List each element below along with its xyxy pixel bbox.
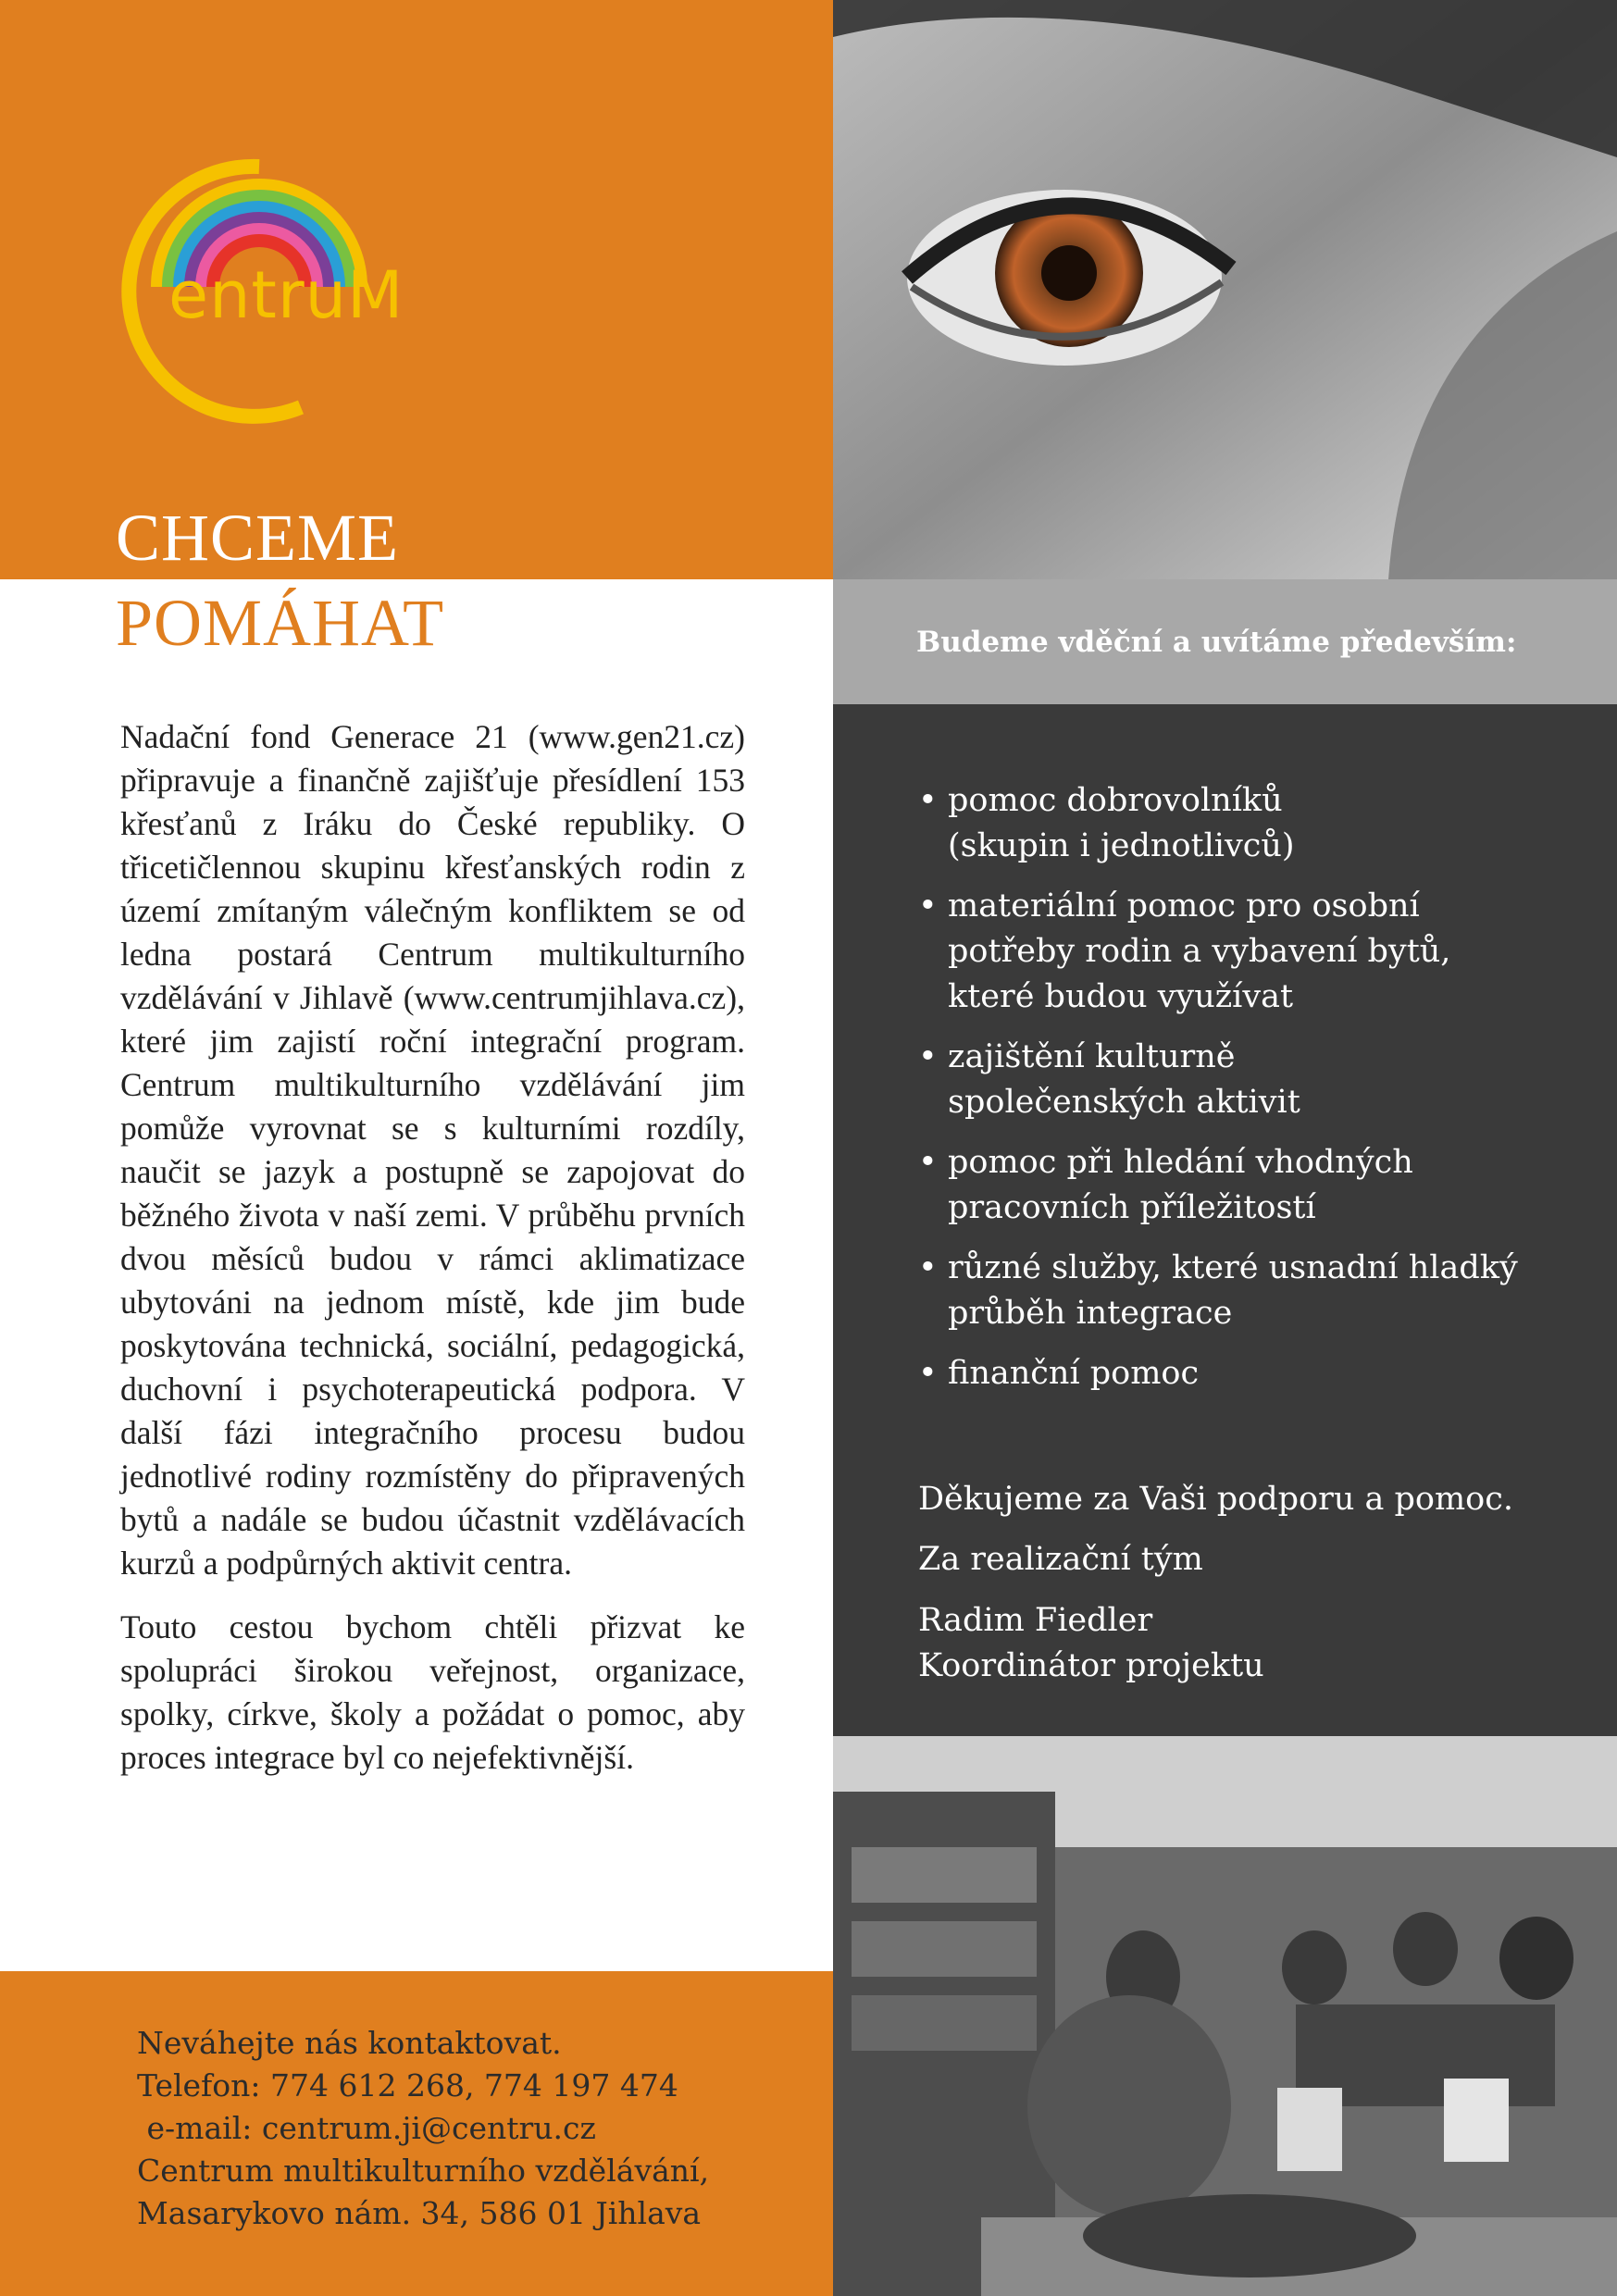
body-paragraph-1: Nadační fond Generace 21 (www.gen21.cz) připravuje a finančně zajišťuje přesídlení 153 křesťanů z Iráku do České republiky. O třicetičlennou skupinu křesťanských rodin z území zmítaným válečným konfliktem se od ledna postará Centrum multikulturního vzdělávání v Jihlavě (www.centrumjihlava.cz), které jim zajistí roční integrační program. Centrum multikulturního vzdělávání jim pomůže vyrovnat se s kulturními rozdíly, naučit se jazyk a postupně se zapojovat do běžného života v naší zemi. V průběhu prvních dvou měsíců budou v rámci aklimatizace ubytováni na jednom místě, kde jim bude poskytována technická, sociální, pedagogická, duchovní i psychoterapeutická podpora. V další fázi integračního procesu budou jednotlivé rodiny rozmístěny do připravených bytů a nadále se budou účastnit vzdělávacích kurzů a podpůrných aktivit centra. bbox=[120, 718, 745, 1582]
logo-text: entruM bbox=[168, 257, 404, 333]
eye-photo bbox=[833, 0, 1617, 579]
list-item: • materiální pomoc pro osobní potřeby rodin a vybavení bytů, které budou využívat bbox=[918, 884, 1566, 1020]
team-text: Za realizační tým bbox=[918, 1541, 1203, 1578]
contact-intro: Neváhejte nás kontaktovat. bbox=[137, 2025, 562, 2061]
refugee-photo bbox=[833, 1736, 1617, 2296]
contact-organization: Centrum multikulturního vzdělávání, bbox=[137, 2153, 710, 2189]
contact-block bbox=[137, 2022, 803, 2235]
centrum-logo bbox=[102, 148, 435, 426]
body-text bbox=[120, 715, 745, 1800]
list-item: • finanční pomoc bbox=[918, 1351, 1566, 1396]
list-item: • různé služby, které usnadní hladký průběh integrace bbox=[918, 1246, 1566, 1336]
contact-phone: Telefon: 774 612 268, 774 197 474 bbox=[137, 2067, 678, 2104]
help-list bbox=[918, 778, 1566, 1411]
body-paragraph-2: Touto cestou bychom chtěli přizvat ke spolupráci širokou veřejnost, organizace, spolky, církve, školy a požádat o pomoc, aby proces integrace byl co nejefektivnější. bbox=[120, 1608, 745, 1776]
dark-panel bbox=[833, 704, 1617, 1736]
list-item: • zajištění kulturně společenských aktivit bbox=[918, 1035, 1566, 1125]
thanks-text: Děkujeme za Vaši podporu a pomoc. bbox=[918, 1481, 1513, 1518]
headline-line-2: POMÁHAT bbox=[116, 586, 445, 660]
headline-line-1: CHCEME bbox=[116, 501, 400, 575]
list-item: • pomoc při hledání vhodných pracovních příležitostí bbox=[918, 1140, 1566, 1231]
list-item: • pomoc dobrovolníků (skupin i jednotlivců) bbox=[918, 778, 1566, 869]
band-title: Budeme vděční a uvítáme především: bbox=[916, 626, 1517, 659]
contact-address: Masarykovo nám. 34, 586 01 Jihlava bbox=[137, 2195, 702, 2231]
signature-role: Koordinátor projektu bbox=[918, 1647, 1264, 1684]
signature-name: Radim Fiedler bbox=[918, 1602, 1153, 1639]
contact-email: e-mail: centrum.ji@centru.cz bbox=[137, 2110, 596, 2146]
grey-band bbox=[833, 579, 1617, 704]
